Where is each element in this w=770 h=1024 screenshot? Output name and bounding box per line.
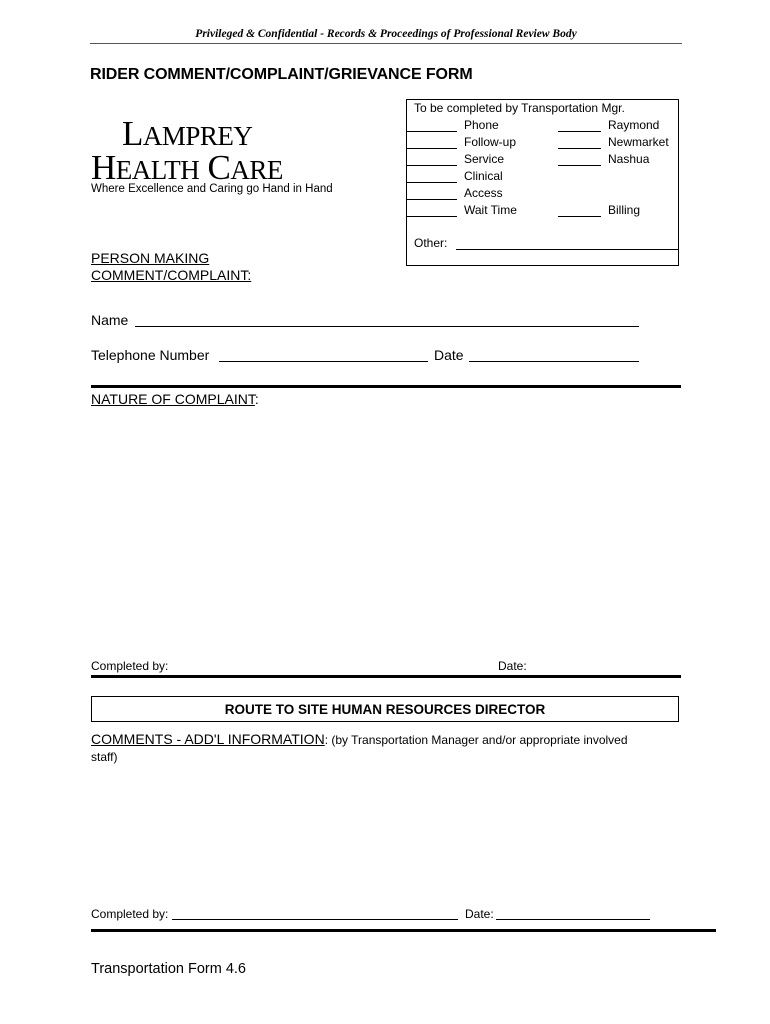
complaint-section-label <box>91 391 259 407</box>
option-phone: Phone <box>464 118 499 132</box>
complaint-label-text: NATURE OF COMPLAINT <box>91 391 255 407</box>
comments-text-area[interactable] <box>91 770 681 900</box>
option-raymond: Raymond <box>608 118 660 132</box>
blank-newmarket[interactable] <box>558 148 601 149</box>
option-newmarket: Newmarket <box>608 135 669 149</box>
name-input-line[interactable] <box>135 326 639 327</box>
option-follow-up: Follow-up <box>464 135 517 149</box>
person-date-label: Date <box>434 347 464 363</box>
comments-date-line[interactable] <box>496 919 650 920</box>
option-access: Access <box>464 186 503 200</box>
route-banner-text: ROUTE TO SITE HUMAN RESOURCES DIRECTOR <box>224 701 546 717</box>
blank-nashua[interactable] <box>558 165 601 166</box>
complaint-label-colon: : <box>254 391 259 407</box>
comments-note-line-1: : (by Transportation Manager and/or appropriate involved <box>324 733 628 747</box>
telephone-input-line[interactable] <box>219 361 428 362</box>
option-service: Service <box>464 152 505 166</box>
blank-service[interactable] <box>407 165 457 166</box>
blank-clinical[interactable] <box>407 182 457 183</box>
transportation-manager-box <box>406 99 679 266</box>
person-section-label-2: COMMENT/COMPLAINT: <box>91 267 252 283</box>
comments-section-label <box>91 731 628 749</box>
form-title: RIDER COMMENT/COMPLAINT/GRIEVANCE FORM <box>90 66 473 83</box>
person-date-input-line[interactable] <box>469 361 639 362</box>
blank-follow-up[interactable] <box>407 148 457 149</box>
option-wait-time: Wait Time <box>464 203 517 217</box>
person-section-label-1: PERSON MAKING <box>91 250 210 266</box>
other-label: Other: <box>414 236 448 250</box>
other-input-line[interactable] <box>456 249 679 250</box>
blank-billing[interactable] <box>558 216 601 217</box>
header-divider <box>90 43 682 44</box>
blank-phone[interactable] <box>407 131 457 132</box>
complaint-completed-by-label: Completed by: <box>91 659 169 673</box>
logo-text-health-care: HEALTH CARE <box>91 148 283 187</box>
route-banner <box>91 696 679 722</box>
name-label: Name <box>91 312 129 328</box>
blank-wait-time[interactable] <box>407 216 457 217</box>
option-clinical: Clinical <box>464 169 503 183</box>
complaint-text-area[interactable] <box>91 412 681 652</box>
comments-label-text: COMMENTS - ADD'L INFORMATION <box>91 731 325 747</box>
option-nashua: Nashua <box>608 152 650 166</box>
box-heading: To be completed by Transportation Mgr. <box>414 101 625 115</box>
section-divider-3 <box>91 929 716 932</box>
telephone-label: Telephone Number <box>91 347 210 363</box>
blank-access[interactable] <box>407 199 457 200</box>
blank-raymond[interactable] <box>558 131 601 132</box>
section-divider-2 <box>91 675 681 678</box>
comments-date-label: Date: <box>465 907 494 921</box>
form-number: Transportation Form 4.6 <box>91 961 246 977</box>
confidentiality-header: Privileged & Confidential - Records & Proceedings of Professional Review Body <box>195 28 577 40</box>
section-divider-1 <box>91 385 681 388</box>
complaint-date-label: Date: <box>498 659 527 673</box>
comments-completed-by-line[interactable] <box>172 919 458 920</box>
comments-note-line-2: staff) <box>91 750 118 764</box>
comments-completed-by-label: Completed by: <box>91 907 169 921</box>
option-billing: Billing <box>608 203 641 217</box>
logo-tagline: Where Excellence and Caring go Hand in Hand <box>91 183 333 195</box>
logo-text-lamprey: LAMPREY <box>122 114 253 153</box>
